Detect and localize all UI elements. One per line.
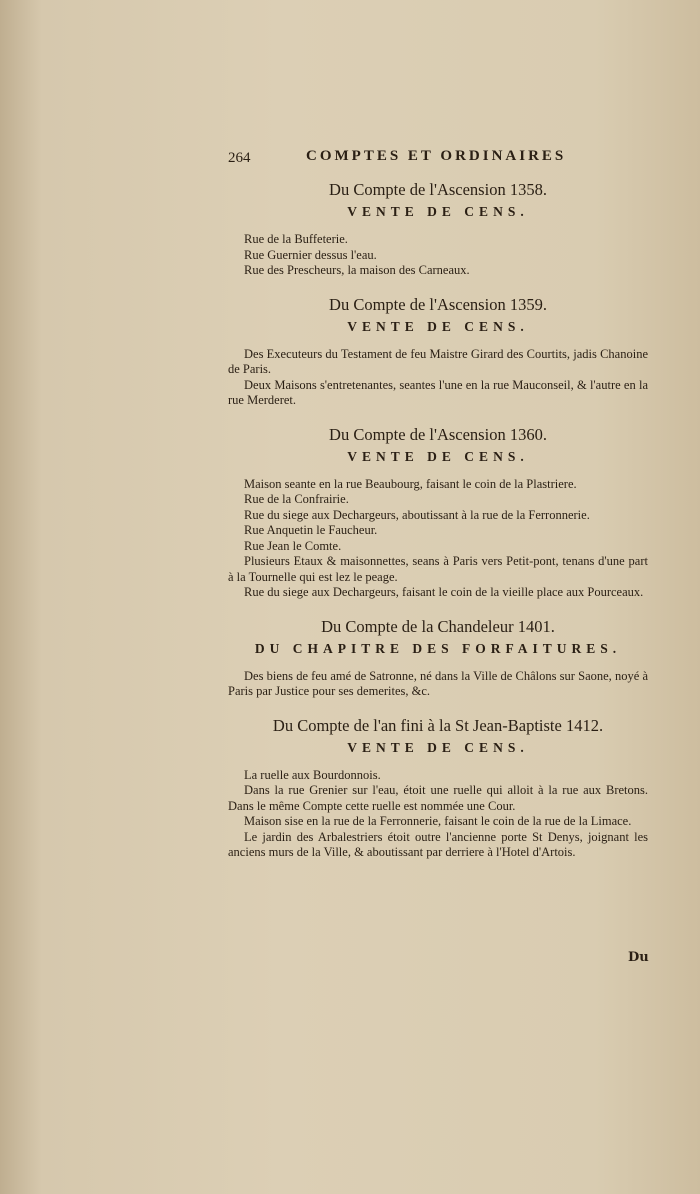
section-subheading: DU CHAPITRE DES FORFAITURES. (254, 640, 622, 656)
entry-line: Rue Anquetin le Faucheur. (244, 523, 378, 537)
entry-paragraph: Rue du siege aux Dechargeurs, faisant le coin de la vieille place aux Pourceaux. (244, 585, 644, 599)
page-number: 264 (228, 150, 251, 166)
section-heading: Du Compte de l'Ascension 1359. (329, 294, 547, 314)
entry-line: Maison seante en la rue Beaubourg, faisant le coin de la Plastriere. (244, 476, 577, 491)
entry-paragraph: Deux Maisons s'entretenantes, seantes l'une en la rue Mauconseil, & l'autre en la rue Merderet. (228, 377, 648, 407)
catchword: Du (628, 950, 649, 965)
section-subheading: VENTE DE CENS. (347, 739, 529, 755)
entry-line: La ruelle aux Bourdonnois. (244, 767, 381, 782)
section-1360 (228, 425, 648, 601)
section-heading: Du Compte de l'Ascension 1360. (329, 424, 547, 444)
section-heading: Du Compte de l'Ascension 1358. (329, 180, 547, 199)
section-subheading: VENTE DE CENS. (347, 318, 529, 334)
entry-paragraph: Dans la rue Grenier sur l'eau, étoit une ruelle qui alloit à la rue aux Bretons. Dans le même Compte cette ruelle est nommée une Cour. (228, 783, 648, 813)
section-1359 (228, 295, 648, 409)
entry-line: Rue de la Confrairie. (244, 492, 349, 506)
entry-paragraph: Le jardin des Arbalestriers étoit outre l'ancienne porte St Denys, joignant les anciens murs de la Ville, & aboutissant par derriere à l'Hotel d'Artois. (228, 829, 648, 859)
section-1412 (228, 716, 648, 861)
section-heading: Du Compte de l'an fini à la St Jean-Baptiste 1412. (272, 715, 604, 735)
entry-line: Rue de la Buffeterie. (244, 232, 348, 246)
section-heading: Du Compte de la Chandeleur 1401. (321, 616, 555, 636)
running-head (228, 146, 648, 174)
section-1358 (228, 180, 648, 279)
entry-line: Rue Guernier dessus l'eau. (244, 247, 377, 262)
section-1401 (228, 617, 648, 700)
entry-line: Rue des Prescheurs, la maison des Carneaux. (244, 263, 470, 277)
entry-paragraph: Des biens de feu amé de Satronne, né dans la Ville de Châlons sur Saone, noyé à Paris par Justice pour ses demerites, &c. (228, 668, 648, 698)
section-subheading: VENTE DE CENS. (347, 448, 529, 464)
entry-paragraph: Des Executeurs du Testament de feu Maistre Girard des Courtits, jadis Chanoine de Paris. (228, 346, 648, 376)
entry-line: Rue du siege aux Dechargeurs, aboutissant à la rue de la Ferronnerie. (244, 507, 590, 522)
section-subheading: VENTE DE CENS. (347, 204, 529, 219)
page-content (228, 146, 648, 861)
entry-paragraph: Plusieurs Etaux & maisonnettes, seans à Paris vers Petit-pont, tenans d'une part à la Tournelle qui est lez le peage. (228, 554, 648, 584)
entry-line: Rue Jean le Comte. (244, 538, 342, 553)
running-title: COMPTES ET ORDINAIRES (306, 148, 567, 164)
entry-paragraph: Maison sise en la rue de la Ferronnerie, faisant le coin de la rue de la Limace. (244, 814, 632, 828)
